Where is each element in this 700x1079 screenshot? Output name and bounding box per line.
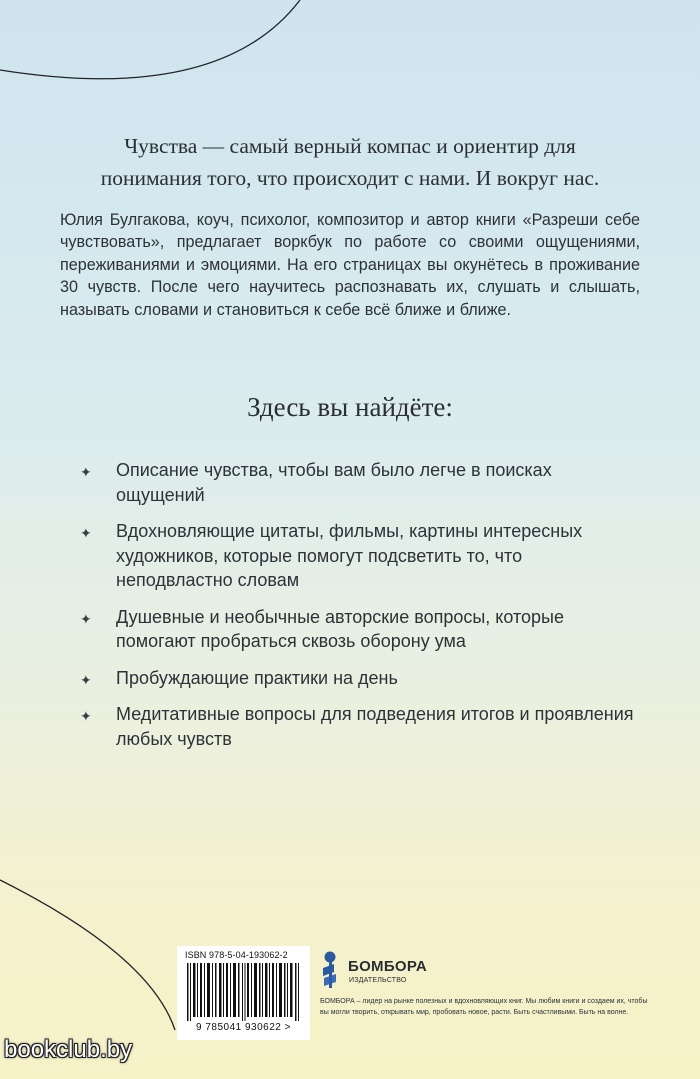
feature-text: Пробуждающие практики на день — [116, 667, 398, 688]
book-description — [60, 209, 640, 321]
feature-text: Медитативные вопросы для подведения итогов и проявления любых чувств — [116, 704, 634, 749]
feature-item — [80, 605, 640, 654]
barcode-block — [177, 946, 310, 1040]
feature-item — [80, 458, 640, 507]
star-bullet-icon: ✦ — [80, 671, 92, 688]
tagline-line-1: Чувства — самый верный компас и ориентир для — [124, 134, 576, 158]
feature-item — [80, 519, 640, 593]
bottom-arc — [0, 880, 175, 1030]
barcode-icon — [187, 963, 301, 1021]
feature-item — [80, 666, 640, 691]
watermark: bookclub.by — [4, 1036, 133, 1063]
top-arc — [0, 0, 300, 79]
isbn-label: ISBN 978-5-04-193062-2 — [185, 950, 288, 960]
star-bullet-icon: ✦ — [80, 610, 92, 627]
feature-text: Описание чувства, чтобы вам было легче в поисках ощущений — [116, 460, 552, 505]
bombora-logo-icon — [320, 950, 346, 990]
star-bullet-icon: ✦ — [80, 525, 92, 541]
feature-item — [80, 702, 640, 751]
publisher-subtitle: ИЗДАТЕЛЬСТВО — [349, 977, 407, 984]
features-heading: Здесь вы найдёте: — [247, 392, 453, 422]
features-list — [80, 458, 640, 763]
tagline-line-2: понимания того, что происходит с нами. И вокруг нас. — [100, 166, 600, 190]
star-bullet-icon: ✦ — [80, 464, 92, 480]
feature-text: Вдохновляющие цитаты, фильмы, картины интересных художников, которые помогут подсветить то, что неподвластно словам — [116, 521, 583, 590]
tagline — [0, 130, 700, 194]
feature-text: Душевные и необычные авторские вопросы, которые помогают пробраться сквозь оборону ума — [116, 606, 564, 651]
publisher-blurb: БОМБОРА – лидер на рынке полезных и вдохновляющих книг. Мы любим книги и создаем их, чтобы вы могли творить, открывать мир, пробовать новое, расти. Быть счастливыми. Быть на волне. — [320, 998, 648, 1016]
star-bullet-icon: ✦ — [80, 708, 92, 724]
publisher-name: БОМБОРА — [348, 958, 428, 975]
description-text: Юлия Булгакова, коуч, психолог, композитор и автор книги «Разреши себе чувствовать», предлагает воркбук по работе со своими ощущениями, переживаниями и эмоциями. На его страницах вы окунётесь в проживание 30 чувств. После чего научитесь распознавать их, слушать и слышать, называть словами и становиться к себе всё ближе и ближе. — [60, 211, 640, 319]
barcode-number: 9 785041 930622 > — [196, 1022, 291, 1033]
